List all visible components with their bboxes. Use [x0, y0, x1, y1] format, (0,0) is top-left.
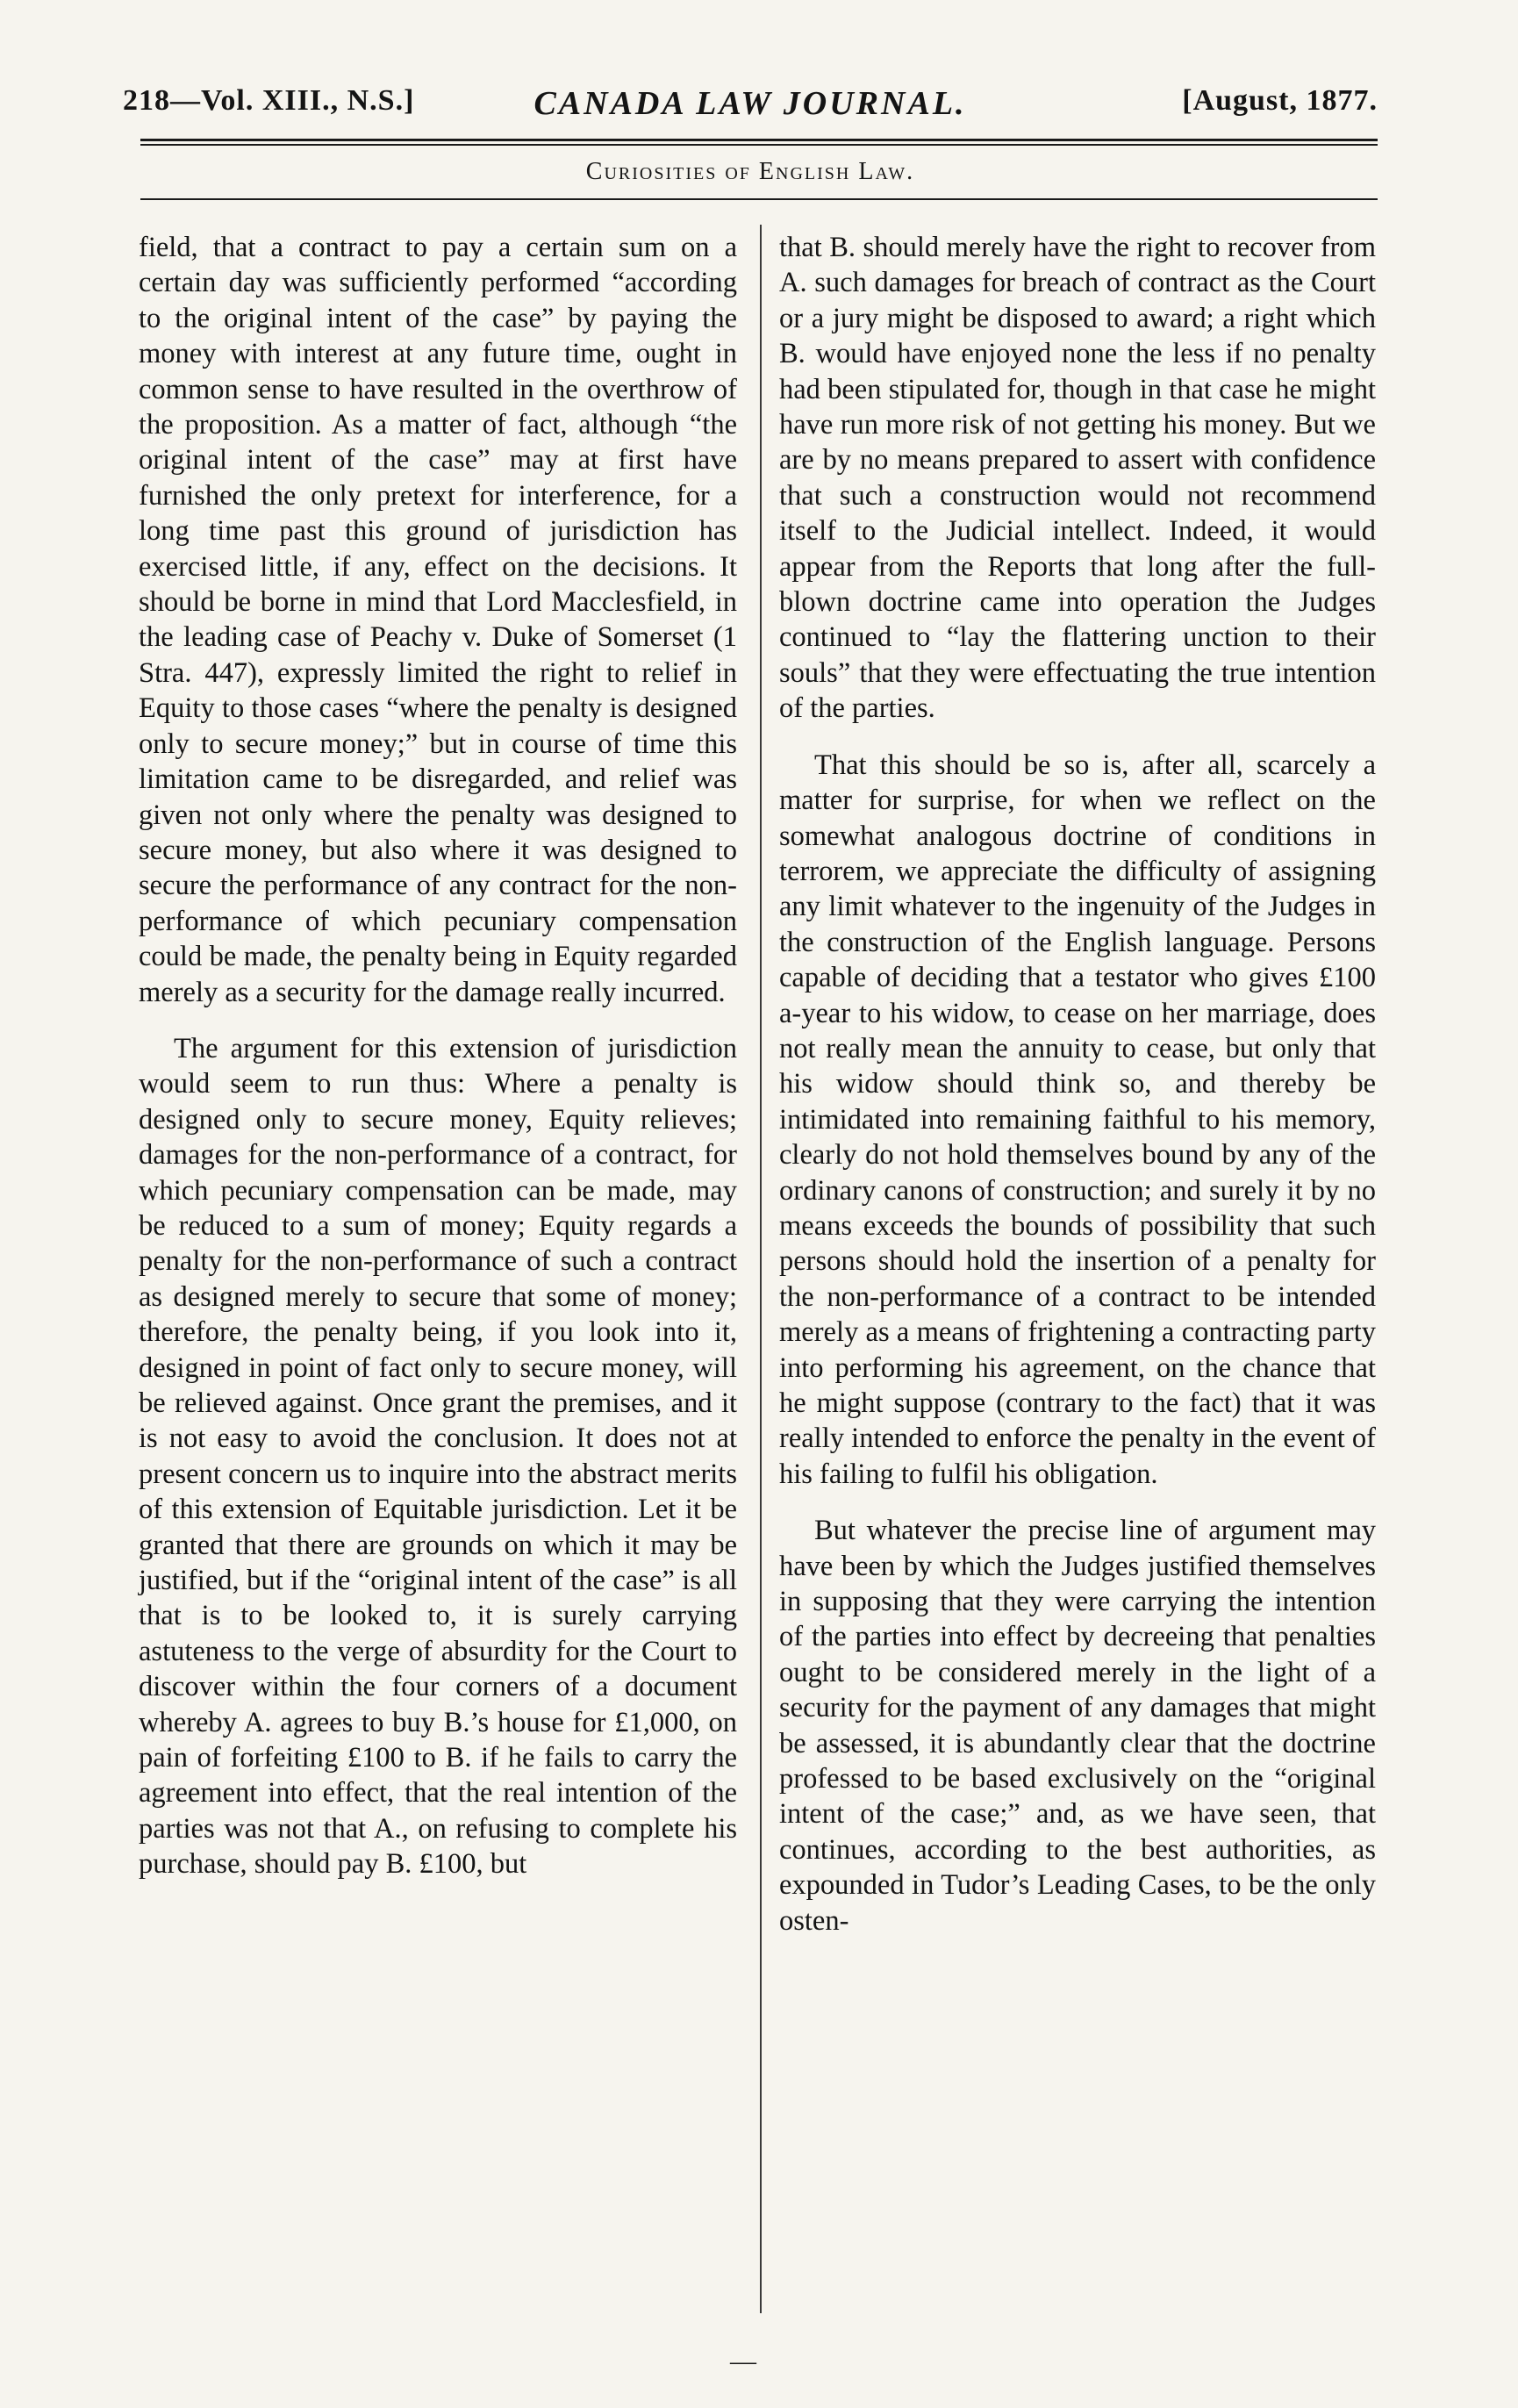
right-column	[779, 230, 1376, 1939]
paragraph: But whatever the precise line of argument may have been by which the Judges justified themselves in supposing that they were carrying the intention of the parties into effect by decreeing that penalties ought to be considered merely in the light of a security for the payment of any damages that might be assessed, it is abundantly clear that the doctrine professed to be based exclusively on the “original intent of the case;” and, as we have seen, that continues, according to the best authorities, as expounded in Tudor’s Leading Cases, to be the only osten-	[779, 1515, 1376, 1937]
paragraph: That this should be so is, after all, scarcely a matter for surprise, for when we reflect on the somewhat analogous doctrine of conditions in terrorem, we appreciate the difficulty of assigning any limit whatever to the ingenuity of the Judges in the construction of the English language. Persons capable of deciding that a testator who gives £100 a-year to his widow, to cease on her marriage, does not really mean the annuity to cease, but only that his widow should think so, and thereby be intimidated into remaining faithful to his memory, clearly do not hold themselves bound by any of the ordinary canons of construction; and surely it by no means exceeds the bounds of possibility that such persons should hold the insertion of a penalty for the non-performance of a contract to be intended merely as a means of frightening a contracting party into performing his agreement, on the chance that he might suppose (contrary to the fact) that it was really intended to enforce the penalty in the event of his failing to fulfil his obligation.	[779, 749, 1376, 1490]
header-rule-top	[140, 139, 1378, 141]
section-title: Curiosities of English Law.	[585, 158, 915, 185]
paragraph: that B. should merely have the right to recover from A. such damages for breach of contract as the Court or a jury might be disposed to award; a right which B. would have enjoyed none the less if no penalty had been stipulated for, though in that case he might have run more risk of not getting his money. But we are by no means prepared to assert with confidence that such a construction would not recommend itself to the Judicial intellect. Indeed, it would appear from the Reports that long after the full-blown doctrine came into operation the Judges continued to “lay the flattering unction to their souls” that they were effectuating the true intention of the parties.	[779, 232, 1376, 725]
section-rule	[140, 198, 1378, 200]
header-rule-bottom	[140, 144, 1378, 146]
column-divider	[760, 225, 762, 2313]
footer-mark: —	[730, 2347, 756, 2376]
left-column	[139, 230, 737, 1882]
journal-title: CANADA LAW JOURNAL.	[533, 85, 967, 122]
page-volume-label: 218—Vol. XIII., N.S.]	[123, 84, 415, 117]
paragraph: field, that a contract to pay a certain sum on a certain day was sufficiently performed “according to the original intent of the case” by paying the money with interest at any future time, ought in common sense to have resulted in the overthrow of the proposition. As a matter of fact, although “the original intent of the case” may at first have furnished the only pretext for interference, for a long time past this ground of jurisdiction has exercised little, if any, effect on the decisions. It should be borne in mind that Lord Macclesfield, in the leading case of Peachy v. Duke of Somerset (1 Stra. 447), expressly limited the right to relief in Equity to those cases “where the penalty is designed only to secure money;” but in course of time this limitation came to be disregarded, and relief was given not only where the penalty was designed to secure money, but also where it was designed to secure the performance of any contract for the non-performance of which pecuniary compensation could be made, the penalty being in Equity regarded merely as a security for the damage really incurred.	[139, 232, 737, 1008]
issue-date: [August, 1877.	[1182, 84, 1378, 117]
running-header	[123, 84, 1378, 137]
paragraph: The argument for this extension of jurisdiction would seem to run thus: Where a penalty is designed only to secure money, Equity relieves; damages for the non-performance of a contract, for which pecuniary compensation can be made, may be reduced to a sum of money; Equity regards a penalty for the non-performance of such a contract as designed merely to secure that some of money; therefore, the penalty being, if you look into it, designed in point of fact only to secure money, will be relieved against. Once grant the premises, and it is not easy to avoid the conclusion. It does not at present concern us to inquire into the abstract merits of this extension of Equitable jurisdiction. Let it be granted that there are grounds on which it may be justified, but if the “original intent of the case” is all that is to be looked to, it is surely carrying astuteness to the verge of absurdity for the Court to discover within the four corners of a document whereby A. agrees to buy B.’s house for £1,000, on pain of forfeiting £100 to B. if he fails to carry the agreement into effect, that the real intention of the parties was not that A., on refusing to complete his purchase, should pay B. £100, but	[139, 1032, 737, 1881]
